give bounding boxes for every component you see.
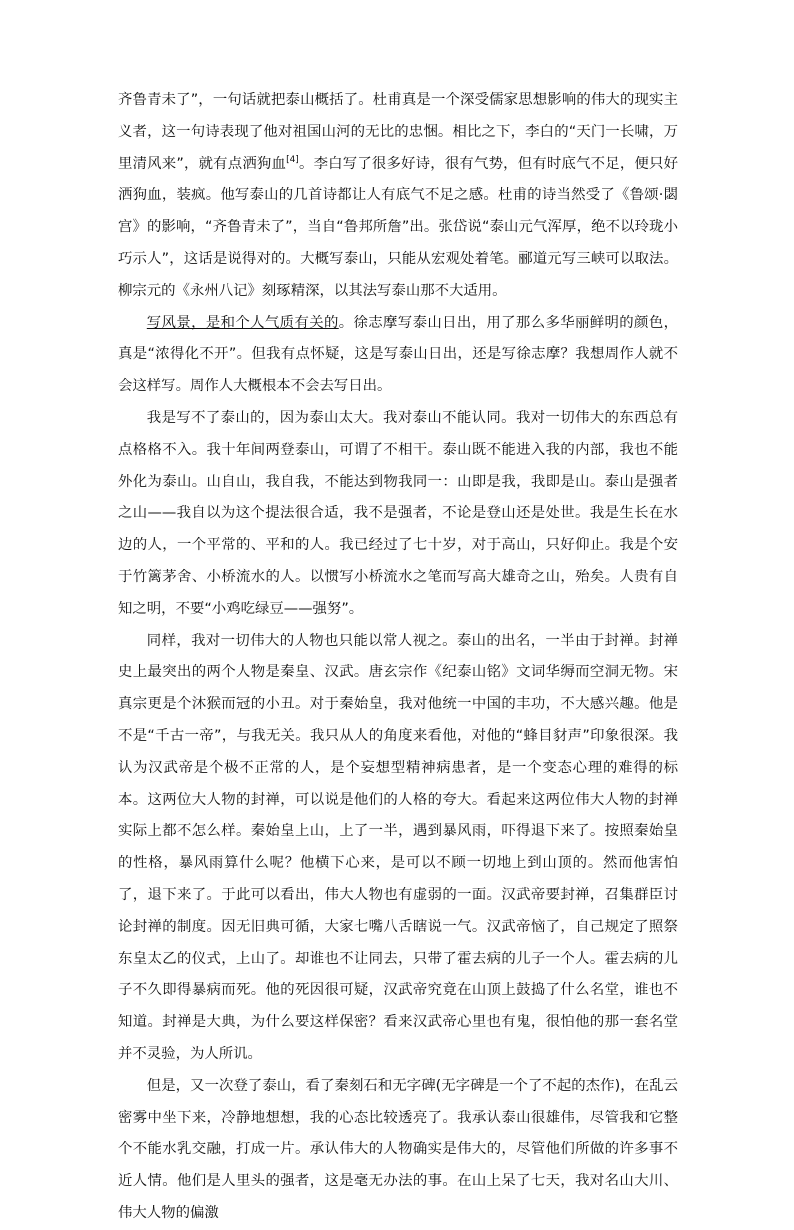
paragraph-2	[118, 308, 678, 403]
footnote-marker: [4]	[286, 154, 299, 165]
paragraph-5: 但是，又一次登了泰山，看了秦刻石和无字碑(无字碑是一个了不起的杰作)，在乱云密雾中坐下来，冷静地想想，我的心态比较透亮了。我承认泰山很雄伟，尽管我和它整个不能水乳交融，打成一片。承认伟大的人物确实是伟大的，尽管他们所做的许多事不近人情。他们是人里头的强者，这是毫无办法的事。在山上呆了七天，我对名山大川、伟大人物的偏激	[118, 1077, 678, 1221]
paragraph-2-text: 。徐志摩写泰山日出，用了那么多华丽鲜明的颜色，真是“浓得化不开”。但我有点怀疑，这是写泰山日出，还是写徐志摩？我想周作人就不会这样写。周作人大概根本不会去写日出。	[118, 314, 678, 395]
document-page	[118, 85, 678, 1230]
paragraph-1-text-b: 。李白写了很多好诗，很有气势，但有时底气不足，便只好洒狗血，装疯。他写泰山的几首诗都让人有底气不足之感。杜甫的诗当然受了《鲁颂·閟宫》的影响，“齐鲁青未了”，当自“鲁邦所詹”出。张岱说“泰山元气浑厚，绝不以玲珑小巧示人”，这话是说得对的。大概写泰山，只能从宏观处着笔。郦道元写三峡可以取法。柳宗元的《永州八记》刻琢精深，以其法写泰山那不大适用。	[118, 155, 678, 299]
paragraph-4: 同样，我对一切伟大的人物也只能以常人视之。泰山的出名，一半由于封禅。封禅史上最突出的两个人物是秦皇、汉武。唐玄宗作《纪泰山铭》文词华缛而空洞无物。宋真宗更是个沐猴而冠的小丑。对于秦始皇，我对他统一中国的丰功，不大感兴趣。他是不是“千古一帝”，与我无关。我只从人的角度来看他，对他的“蜂目豺声”印象很深。我认为汉武帝是个极不正常的人，是个妄想型精神病患者，是一个变态心理的难得的标本。这两位大人物的封禅，可以说是他们的人格的夸大。看起来这两位伟大人物的封禅实际上都不怎么样。秦始皇上山，上了一半，遇到暴风雨，吓得退下来了。按照秦始皇的性格，暴风雨算什么呢？他横下心来，是可以不顾一切地上到山顶的。然而他害怕了，退下来了。于此可以看出，伟大人物也有虚弱的一面。汉武帝要封禅，召集群臣讨论封禅的制度。因无旧典可循，大家七嘴八舌瞎说一气。汉武帝恼了，自己规定了照祭东皇太乙的仪式，上山了。却谁也不让同去，只带了霍去病的儿子一个人。霍去病的儿子不久即得暴病而死。他的死因很可疑，汉武帝究竟在山顶上鼓捣了什么名堂，谁也不知道。封禅是大典，为什么要这样保密？看来汉武帝心里也有鬼，很怕他的那一套名堂并不灵验，为人所讥。	[118, 632, 678, 1062]
paragraph-3: 我是写不了泰山的，因为泰山太大。我对泰山不能认同。我对一切伟大的东西总有点格格不入。我十年间两登泰山，可谓了不相干。泰山既不能进入我的内部，我也不能外化为泰山。山自山，我自我，不能达到物我同一：山即是我，我即是山。泰山是强者之山——我自以为这个提法很合适，我不是强者，不论是登山还是处世。我是生长在水边的人，一个平常的、平和的人。我已经过了七十岁，对于高山，只好仰止。我是个安于竹篱茅舍、小桥流水的人。以惯写小桥流水之笔而写高大雄奇之山，殆矣。人贵有自知之明，不要“小鸡吃绿豆——强努”。	[118, 409, 678, 617]
underlined-sentence: 写风景，是和个人气质有关的	[146, 314, 339, 331]
paragraph-1	[118, 85, 678, 308]
paragraph-1-text-a: 齐鲁青未了”，一句话就把泰山概括了。杜甫真是一个深受儒家思想影响的伟大的现实主义者，这一句诗表现了他对祖国山河的无比的忠悃。相比之下，李白的“天门一长啸，万里清风来”，就有点洒狗血	[118, 92, 678, 172]
